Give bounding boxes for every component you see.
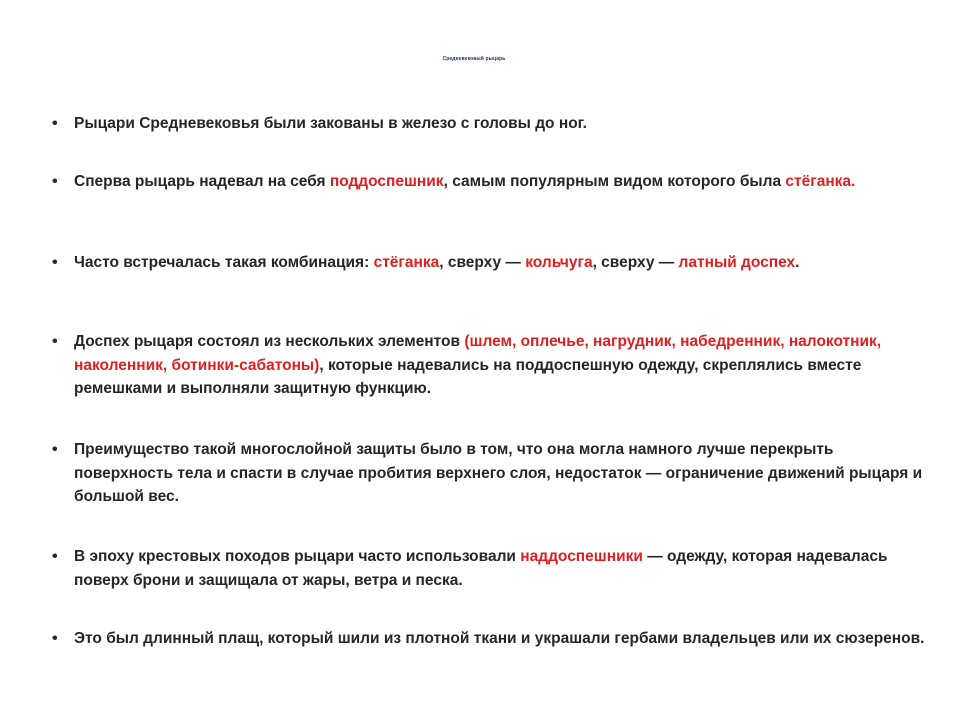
bullet-dot-icon: • [52, 173, 58, 190]
text-span: , которые надевались на поддоспешную одежду, скреплялись вместе ремешками и выполняли защитную функцию. [74, 356, 862, 397]
text-span: Это был длинный плащ, который шили из плотной ткани и украшали гербами владельцев или их сюзеренов. [74, 630, 925, 647]
bullet-item-2 [52, 170, 934, 194]
text-span: , сверху — [439, 254, 526, 271]
highlight-term: (шлем, оплечье, нагрудник, набедренник, налокотник, наколенник, ботинки-сабатоны) [74, 333, 882, 374]
text-span: , сверху — [592, 254, 679, 271]
bullet-item-6 [52, 545, 934, 592]
bullet-text-3 [74, 251, 934, 275]
text-span: Рыцари Средневековья были закованы в железо с головы до ног. [74, 115, 587, 132]
bullet-text-1 [74, 112, 934, 136]
bullet-text-6 [74, 545, 934, 592]
bullet-dot-icon: • [52, 333, 58, 350]
slide-title: Средневековый рыцарь [442, 56, 506, 62]
bullet-text-5 [74, 438, 934, 509]
text-span: Сперва рыцарь надевал на себя [74, 173, 330, 190]
text-span: В эпоху крестовых походов рыцари часто использовали [74, 548, 521, 565]
text-span: Преимущество такой многослойной защиты было в том, что она могла намного лучше перекрыть поверхность тела и спасти в случае пробития верхнего слоя, недостаток — ограничение движений рыцаря и большой вес. [74, 441, 923, 505]
bullet-item-4 [52, 330, 934, 401]
highlight-term: поддоспешник [329, 173, 444, 190]
text-span: Доспех рыцаря состоял из нескольких элементов [74, 333, 465, 350]
text-span: Часто встречалась такая комбинация: [74, 254, 374, 271]
bullet-item-1 [52, 112, 934, 136]
text-span: . [795, 254, 800, 271]
bullet-item-7 [52, 627, 934, 651]
text-span: , самым популярным видом которого была [443, 173, 786, 190]
highlight-term: кольчуга [525, 254, 593, 271]
bullet-text-2 [74, 170, 934, 194]
highlight-term: стёганка [373, 254, 440, 271]
highlight-term: латный доспех [678, 254, 796, 271]
bullet-dot-icon: • [52, 254, 58, 271]
highlight-term: наддоспешники [520, 548, 643, 565]
text-span: — одежду, которая надевалась поверх брони и защищала от жары, ветра и песка. [74, 548, 888, 589]
bullet-dot-icon: • [52, 630, 58, 647]
bullet-dot-icon: • [52, 548, 58, 565]
bullet-text-7 [74, 627, 934, 651]
bullet-dot-icon: • [52, 441, 58, 458]
bullet-dot-icon: • [52, 115, 58, 132]
bullet-item-3 [52, 251, 934, 275]
bullet-item-5 [52, 438, 934, 509]
bullet-text-4 [74, 330, 934, 401]
highlight-term: стёганка. [785, 173, 856, 190]
